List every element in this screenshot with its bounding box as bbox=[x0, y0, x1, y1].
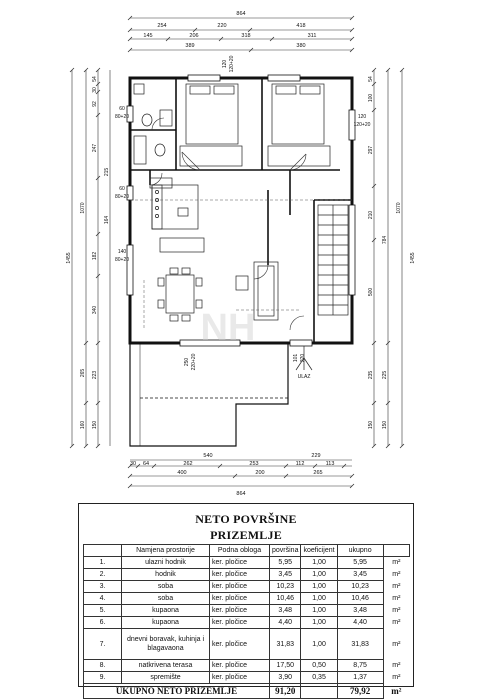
row-area: 5,95 bbox=[270, 557, 301, 569]
row-number: 7. bbox=[84, 629, 122, 660]
row-total: 31,83 bbox=[337, 629, 383, 660]
row-unit: m² bbox=[392, 619, 401, 626]
row-area: 31,83 bbox=[270, 629, 301, 660]
row-coefficient: 1,00 bbox=[301, 629, 337, 660]
dim-top-f: 318 bbox=[241, 33, 251, 39]
row-coefficient: 1,00 bbox=[301, 617, 337, 629]
row-area: 3,45 bbox=[270, 569, 301, 581]
area-table-panel bbox=[78, 503, 414, 696]
opening-w1-width: 60 bbox=[119, 106, 125, 112]
opening-d2-width: 101 bbox=[293, 353, 299, 363]
header-no bbox=[84, 545, 122, 557]
row-coefficient: 0,50 bbox=[301, 660, 337, 672]
dim-left-inner-h: 340 bbox=[92, 305, 98, 315]
row-floor: ker. pločice bbox=[210, 660, 270, 672]
dim-right-inner-b: 100 bbox=[368, 93, 374, 103]
table-row bbox=[84, 557, 410, 569]
total-value: 79,92 bbox=[337, 684, 383, 699]
total-area: 91,20 bbox=[270, 684, 301, 699]
row-total: 3,45 bbox=[337, 569, 383, 581]
opening-w2-height: 80+20 bbox=[114, 194, 130, 200]
dim-left-inner-i: 223 bbox=[92, 370, 98, 380]
header-coefficient: koeficijent bbox=[301, 545, 337, 557]
dim-right-inner-g: 235 bbox=[368, 370, 374, 380]
header-total: ukupno bbox=[337, 545, 383, 557]
row-unit: m² bbox=[392, 595, 401, 602]
row-floor: ker. pločice bbox=[210, 617, 270, 629]
row-name: ulazni hodnik bbox=[122, 557, 210, 569]
row-number: 4. bbox=[84, 593, 122, 605]
table-row bbox=[84, 629, 410, 660]
dim-right-inner-a: 54 bbox=[368, 76, 374, 82]
table-row bbox=[84, 605, 410, 617]
dim-top-e: 206 bbox=[189, 33, 199, 39]
table-row bbox=[84, 581, 410, 593]
dim-bottom-e: 112 bbox=[295, 461, 305, 467]
table-row bbox=[84, 672, 410, 684]
dim-left-outer-a: 1070 bbox=[80, 202, 86, 214]
dim-bottom-j: 265 bbox=[313, 470, 323, 476]
dim-left-inner-f: 164 bbox=[104, 215, 110, 225]
dim-top-h: 389 bbox=[185, 43, 195, 49]
row-unit: m² bbox=[392, 674, 401, 681]
dim-bottom-d: 253 bbox=[249, 461, 259, 467]
row-area: 10,23 bbox=[270, 581, 301, 593]
dim-left-inner-d: 247 bbox=[92, 143, 98, 153]
row-floor: ker. pločice bbox=[210, 629, 270, 660]
total-unit: m² bbox=[391, 686, 402, 696]
row-number: 2. bbox=[84, 569, 122, 581]
table-row bbox=[84, 660, 410, 672]
dim-bottom-label: 540 bbox=[203, 453, 213, 459]
row-coefficient: 0,35 bbox=[301, 672, 337, 684]
opening-d2-height: 220 bbox=[300, 353, 306, 363]
opening-w4-height: 120+20 bbox=[229, 55, 235, 73]
row-area: 10,46 bbox=[270, 593, 301, 605]
dim-right-inner-d: 210 bbox=[368, 210, 374, 220]
header-area: površina bbox=[270, 545, 301, 557]
row-unit: m² bbox=[392, 607, 401, 614]
dim-left-overall: 1455 bbox=[66, 252, 72, 264]
row-name: natkrivena terasa bbox=[122, 660, 210, 672]
dim-top-d: 145 bbox=[143, 33, 153, 39]
dim-bottom-g: 229 bbox=[311, 453, 321, 459]
row-number: 3. bbox=[84, 581, 122, 593]
header-unit bbox=[383, 545, 409, 557]
dim-right-inner-h: 150 bbox=[368, 420, 374, 430]
row-total: 10,23 bbox=[337, 581, 383, 593]
table-row bbox=[84, 617, 410, 629]
dim-top-g: 311 bbox=[307, 33, 317, 39]
row-total: 1,37 bbox=[337, 672, 383, 684]
dim-right-inner-e: 784 bbox=[382, 235, 388, 245]
row-unit: m² bbox=[392, 640, 401, 648]
row-total: 4,40 bbox=[337, 617, 383, 629]
table-title: NETO POVRŠINE bbox=[195, 512, 297, 526]
dim-top-a: 254 bbox=[157, 23, 167, 29]
row-floor: ker. pločice bbox=[210, 672, 270, 684]
opening-w5-height: 120+20 bbox=[353, 122, 371, 128]
dim-left-outer-b: 265 bbox=[80, 368, 86, 378]
dim-bottom-h: 400 bbox=[177, 470, 187, 476]
row-total: 10,46 bbox=[337, 593, 383, 605]
row-coefficient: 1,00 bbox=[301, 569, 337, 581]
row-total: 8,75 bbox=[337, 660, 383, 672]
row-name: dnevni boravak, kuhinja i blagavaona bbox=[122, 629, 210, 660]
row-area: 4,40 bbox=[270, 617, 301, 629]
row-name: soba bbox=[122, 581, 210, 593]
dim-right-outer-b: 225 bbox=[382, 370, 388, 380]
dim-bottom-f: 113 bbox=[325, 461, 335, 467]
row-unit: m² bbox=[392, 662, 401, 669]
dim-right-inner-f: 500 bbox=[368, 287, 374, 297]
dim-top-i: 380 bbox=[296, 43, 306, 49]
row-area: 3,48 bbox=[270, 605, 301, 617]
row-floor: ker. pločice bbox=[210, 605, 270, 617]
table-row bbox=[84, 569, 410, 581]
dim-bottom-a: 30 bbox=[129, 461, 137, 467]
dim-bottom-overall: 864 bbox=[236, 491, 246, 497]
table-total-row bbox=[84, 684, 410, 699]
row-area: 17,50 bbox=[270, 660, 301, 672]
row-area: 3,90 bbox=[270, 672, 301, 684]
row-name: kupaona bbox=[122, 617, 210, 629]
total-label: UKUPNO NETO PRIZEMLJE bbox=[84, 684, 270, 699]
dim-top-b: 220 bbox=[217, 23, 227, 29]
table-row bbox=[84, 593, 410, 605]
table-header-row bbox=[84, 545, 410, 557]
row-coefficient: 1,00 bbox=[301, 557, 337, 569]
dim-right-inner-c: 297 bbox=[368, 145, 374, 155]
dim-bottom-c: 262 bbox=[183, 461, 193, 467]
row-total: 5,95 bbox=[337, 557, 383, 569]
watermark-text: NH bbox=[200, 307, 256, 349]
row-name: soba bbox=[122, 593, 210, 605]
opening-w2-width: 60 bbox=[119, 186, 125, 192]
dim-left-inner-g: 182 bbox=[92, 251, 98, 261]
row-floor: ker. pločice bbox=[210, 557, 270, 569]
dim-top-overall: 864 bbox=[236, 11, 246, 17]
row-number: 6. bbox=[84, 617, 122, 629]
dim-left-outer-c: 160 bbox=[80, 420, 86, 430]
dim-right-outer-a: 1070 bbox=[396, 202, 402, 214]
dim-bottom-i: 200 bbox=[255, 470, 265, 476]
dim-left-inner-b: 30 bbox=[92, 87, 98, 93]
dim-right-outer-c: 150 bbox=[382, 420, 388, 430]
dim-left-inner-j: 150 bbox=[92, 420, 98, 430]
opening-w5-width: 120 bbox=[357, 114, 367, 120]
dim-left-inner-e: 215 bbox=[104, 167, 110, 177]
row-number: 1. bbox=[84, 557, 122, 569]
table-subtitle: PRIZEMLJE bbox=[210, 528, 282, 542]
opening-w3-height: 80+20 bbox=[114, 257, 130, 263]
row-name: spremište bbox=[122, 672, 210, 684]
header-floor: Podna obloga bbox=[210, 545, 270, 557]
row-coefficient: 1,00 bbox=[301, 605, 337, 617]
row-floor: ker. pločice bbox=[210, 593, 270, 605]
row-total: 3,48 bbox=[337, 605, 383, 617]
opening-d1-width: 250 bbox=[184, 357, 190, 367]
row-unit: m² bbox=[392, 583, 401, 590]
row-coefficient: 1,00 bbox=[301, 581, 337, 593]
opening-d1-height: 220+20 bbox=[191, 353, 197, 371]
row-coefficient: 1,00 bbox=[301, 593, 337, 605]
dim-left-inner-c: 92 bbox=[92, 101, 98, 107]
dim-right-overall: 1455 bbox=[410, 252, 416, 264]
row-name: kupaona bbox=[122, 605, 210, 617]
row-number: 9. bbox=[84, 672, 122, 684]
row-number: 5. bbox=[84, 605, 122, 617]
row-unit: m² bbox=[392, 571, 401, 578]
opening-w3-width: 140 bbox=[117, 249, 127, 255]
opening-w4-width: 120 bbox=[222, 59, 228, 69]
row-floor: ker. pločice bbox=[210, 569, 270, 581]
area-table bbox=[83, 544, 410, 699]
opening-w1-height: 80+20 bbox=[114, 114, 130, 120]
row-floor: ker. pločice bbox=[210, 581, 270, 593]
dim-top-c: 418 bbox=[296, 23, 306, 29]
dim-bottom-b: 64 bbox=[142, 461, 150, 467]
row-name: hodnik bbox=[122, 569, 210, 581]
row-number: 8. bbox=[84, 660, 122, 672]
header-purpose: Namjena prostorije bbox=[122, 545, 210, 557]
entrance-label: ULAZ bbox=[297, 374, 311, 380]
row-unit: m² bbox=[392, 559, 401, 567]
dim-left-inner-a: 54 bbox=[92, 76, 98, 82]
